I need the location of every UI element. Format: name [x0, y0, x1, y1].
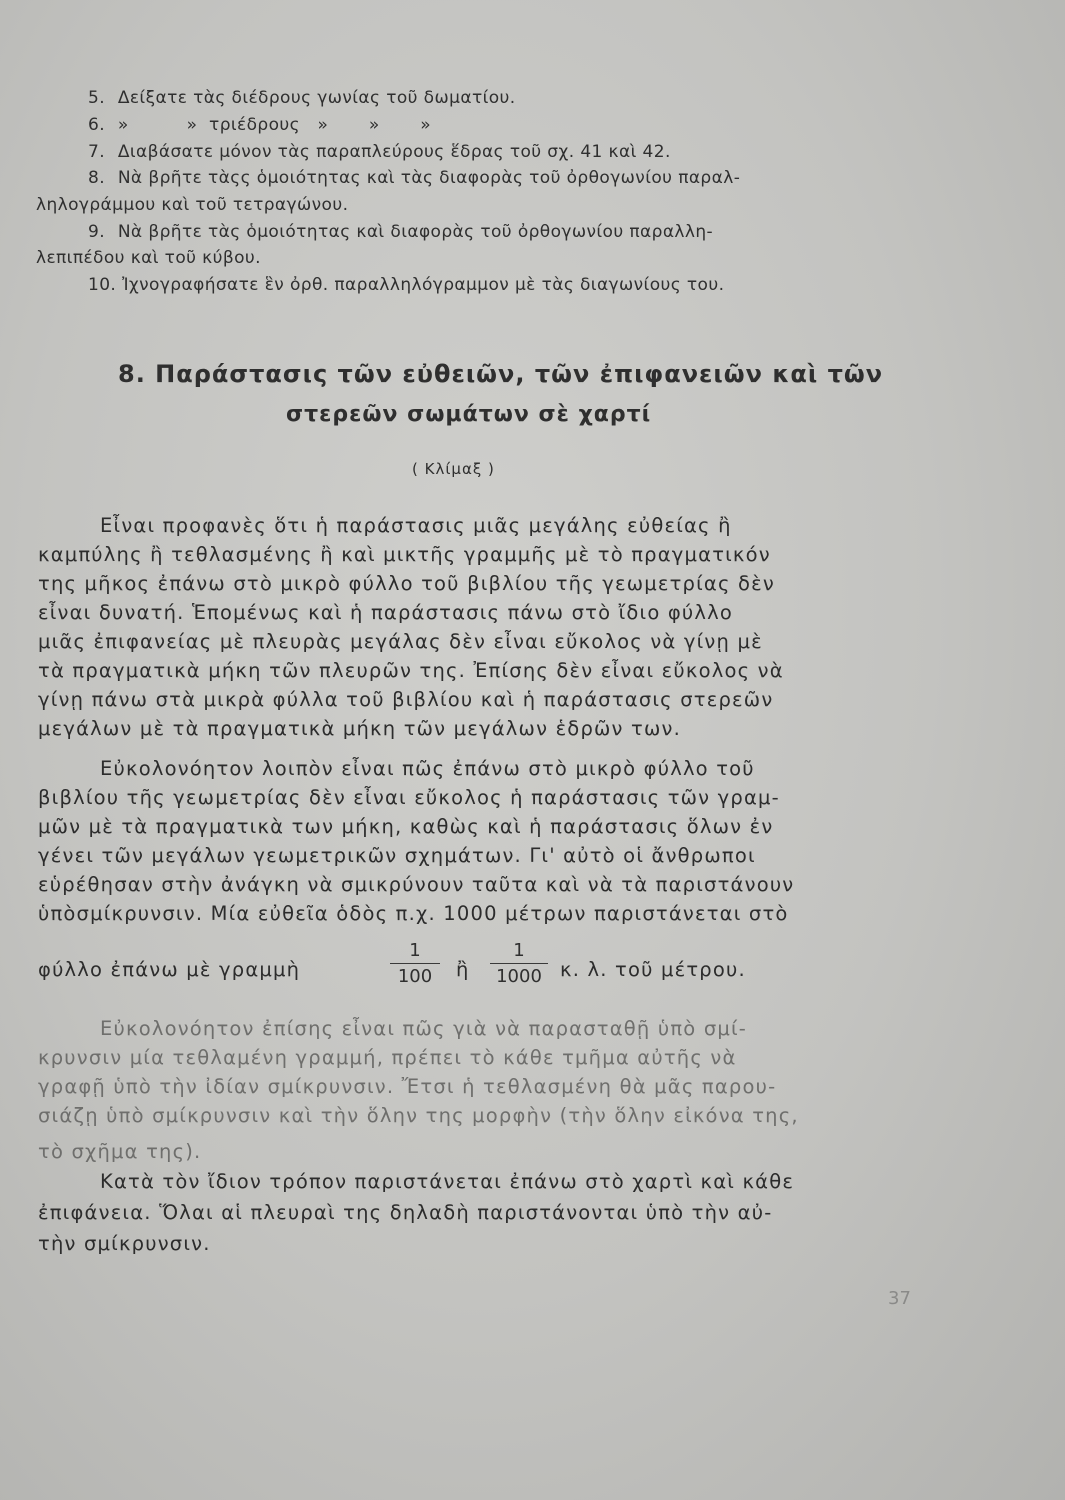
- section-title-line-2: στερεῶν σωμάτων σὲ χαρτί: [286, 402, 652, 427]
- exercise-number: 7.: [88, 142, 106, 162]
- fraction-denominator: 1000: [496, 966, 542, 987]
- paragraph-3-line: γραφῇ ὑπὸ τὴν ἰδίαν σμίκρυνσιν. Ἔτσι ἡ τεθλασμένη θὰ μᾶς παρου-: [38, 1075, 777, 1098]
- paragraph-4-line: τὴν σμίκρυνσιν.: [38, 1232, 211, 1255]
- section-title-line-1: 8. Παράστασις τῶν εὐθειῶν, τῶν ἐπιφανειῶν καὶ τῶν: [118, 360, 884, 388]
- exercise-number: 6.: [88, 115, 106, 135]
- fraction-numerator: 1: [409, 940, 421, 961]
- exercise-6: [88, 115, 431, 135]
- exercise-text: » » τριέδρους » » »: [117, 115, 432, 135]
- exercise-7: [88, 142, 671, 162]
- exercise-number: 10.: [88, 275, 117, 295]
- fraction-1-100: [390, 940, 440, 987]
- paragraph-2-line: Εὐκολονόητον λοιπὸν εἶναι πῶς ἐπάνω στὸ μικρὸ φύλλο τοῦ: [100, 757, 755, 780]
- exercise-9-continuation: λεπιπέδου καὶ τοῦ κύβου.: [36, 248, 261, 268]
- paragraph-2-line: μῶν μὲ τὰ πραγματικὰ των μήκη, καθὼς καὶ ἡ παράστασις ὅλων ἐν: [38, 815, 774, 838]
- paragraph-2-line: γένει τῶν μεγάλων γεωμετρικῶν σχημάτων. Γι' αὐτὸ οἱ ἄνθρωποι: [38, 844, 756, 867]
- fraction-line-start: φύλλο ἐπάνω μὲ γραμμὴ: [38, 958, 301, 981]
- exercise-number: 9.: [88, 222, 106, 242]
- paragraph-1-line: μιᾶς ἐπιφανείας μὲ πλευρὰς μεγάλας δὲν εἶναι εὔκολος νὰ γίνῃ μὲ: [38, 630, 763, 653]
- fraction-numerator: 1: [513, 940, 525, 961]
- exercise-text: Νὰ βρῆτε τὰς ὁμοιότητας καὶ διαφορὰς τοῦ ὀρθογωνίου παραλλη-: [117, 222, 714, 242]
- exercise-text: Διαβάσατε μόνον τὰς παραπλεύρους ἕδρας τοῦ σχ. 41 καὶ 42.: [117, 142, 671, 162]
- exercise-8: [88, 168, 740, 188]
- page-number: 37: [888, 1288, 911, 1309]
- exercise-5: [88, 88, 516, 108]
- paragraph-3-line: κρυνσιν μία τεθλαμένη γραμμή, πρέπει τὸ κάθε τμῆμα αὐτῆς νὰ: [38, 1046, 737, 1069]
- paragraph-1-line: Εἶναι προφανὲς ὅτι ἡ παράστασις μιᾶς μεγάλης εὐθείας ἢ: [100, 514, 732, 537]
- exercise-number: 5.: [88, 88, 106, 108]
- paragraph-3-line: τὸ σχῆμα της).: [38, 1140, 202, 1163]
- paragraph-4-line: ἐπιφάνεια. Ὅλαι αἱ πλευραὶ της δηλαδὴ παριστάνονται ὑπὸ τὴν αὐ-: [38, 1201, 773, 1224]
- exercise-10: [88, 275, 724, 295]
- paragraph-1-line: τὰ πραγματικὰ μήκη τῶν πλευρῶν της. Ἐπίσης δὲν εἶναι εὔκολος νὰ: [38, 659, 784, 682]
- paragraph-1-line: της μῆκος ἐπάνω στὸ μικρὸ φύλλο τοῦ βιβλίου τῆς γεωμετρίας δὲν: [38, 572, 775, 595]
- paragraph-2-line: ὑπὸσμίκρυνσιν. Μία εὐθεῖα ὁδὸς π.χ. 1000 μέτρων παριστάνεται στὸ: [38, 902, 789, 925]
- fraction-line-end: κ. λ. τοῦ μέτρου.: [560, 958, 746, 981]
- fraction-1-1000: [490, 940, 548, 987]
- fraction-denominator: 100: [397, 966, 433, 987]
- paragraph-1-line: καμπύλης ἢ τεθλασμένης ἢ καὶ μικτῆς γραμμῆς μὲ τὸ πραγματικόν: [38, 543, 771, 566]
- paragraph-2-line: βιβλίου τῆς γεωμετρίας δὲν εἶναι εὔκολος ἡ παράστασις τῶν γραμ-: [38, 786, 780, 809]
- exercise-9: [88, 222, 713, 242]
- paragraph-3-line: Εὐκολονόητον ἐπίσης εἶναι πῶς γιὰ νὰ παρασταθῇ ὑπὸ σμί-: [100, 1017, 748, 1040]
- paragraph-1-line: μεγάλων μὲ τὰ πραγματικὰ μήκη τῶν μεγάλων ἑδρῶν των.: [38, 717, 682, 740]
- exercise-text: Ἰχνογραφήσατε ἓν ὀρθ. παραλληλόγραμμον μὲ τὰς διαγωνίους του.: [122, 275, 725, 295]
- exercise-8-continuation: ληλογράμμου καὶ τοῦ τετραγώνου.: [36, 195, 349, 215]
- exercise-text: Δείξατε τὰς διέδρους γωνίας τοῦ δωματίου.: [117, 88, 516, 108]
- paragraph-2-line: εὑρέθησαν στὴν ἀνάγκη νὰ σμικρύνουν ταῦτα καὶ νὰ τὰ παριστάνουν: [38, 873, 795, 896]
- paragraph-1-line: γίνῃ πάνω στὰ μικρὰ φύλλα τοῦ βιβλίου καὶ ἡ παράστασις στερεῶν: [38, 688, 774, 711]
- paragraph-4-line: Κατὰ τὸν ἴδιον τρόπον παριστάνεται ἐπάνω στὸ χαρτὶ καὶ κάθε: [100, 1170, 795, 1193]
- fraction-or: ἢ: [456, 958, 470, 981]
- paragraph-1-line: εἶναι δυνατή. Ἑπομένως καὶ ἡ παράστασις πάνω στὸ ἴδιο φύλλο: [38, 601, 734, 624]
- section-subtitle: ( Κλίμαξ ): [412, 460, 495, 478]
- paragraph-3-line: σιάζῃ ὑπὸ σμίκρυνσιν καὶ τὴν ὅλην της μορφὴν (τὴν ὅλην εἰκόνα της,: [38, 1104, 799, 1127]
- fraction-bar: [390, 963, 440, 964]
- fraction-bar: [490, 963, 548, 964]
- exercise-text: Νὰ βρῆτε τὰςς ὁμοιότητας καὶ τὰς διαφορὰς τοῦ ὀρθογωνίου παραλ-: [117, 168, 741, 188]
- exercise-number: 8.: [88, 168, 106, 188]
